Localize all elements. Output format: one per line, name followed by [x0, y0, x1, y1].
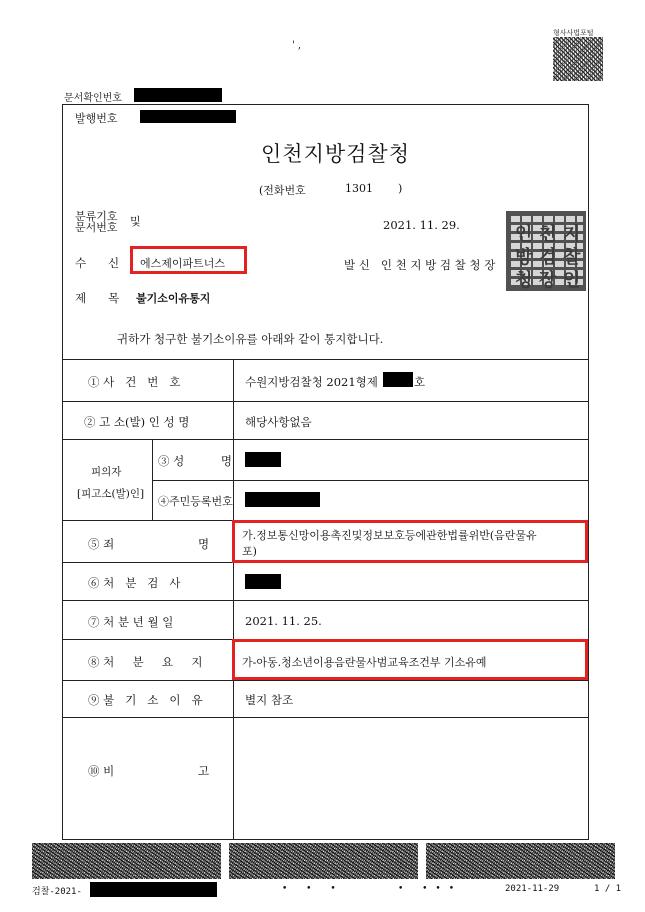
official-seal: [506, 211, 586, 291]
doc-confirm-label: 문서확인번호: [64, 93, 122, 104]
seal-char: 천: [539, 224, 557, 245]
footer-dots: • • • • •••: [282, 884, 463, 894]
charge-value-line-2: 포): [242, 545, 257, 558]
class-label-1: 분류기호: [75, 210, 118, 223]
footer-doc-prefix: 검찰-2021-: [32, 887, 82, 897]
row-line: [62, 600, 589, 601]
document-date: 2021. 11. 29.: [383, 218, 460, 232]
seal-char: 검: [539, 247, 557, 268]
disposal-summary-highlight-box: [232, 639, 588, 680]
class-label-2: 문서번호: [75, 221, 118, 234]
complainant-value: 해당사항없음: [245, 415, 312, 429]
charge-label-tail: 명: [198, 537, 210, 551]
subject-value: 불기소이유통지: [136, 292, 211, 305]
row-line: [62, 401, 589, 402]
prosecutor-label: ⑥ 처 분 검 사: [88, 576, 181, 590]
issue-number-redacted: [140, 110, 236, 123]
prosecutor-redacted: [245, 574, 281, 589]
issue-no-label: 발행번호: [75, 112, 118, 125]
recipient-label: 수 신: [75, 256, 120, 270]
column-divider-inner: [152, 439, 153, 520]
charge-highlight-box: [232, 520, 588, 563]
disposal-summary-label: ⑧ 처 분 요 지: [88, 655, 203, 669]
row-line: [62, 717, 589, 718]
seal-char: 방: [515, 247, 533, 268]
subject-label: 제 목: [75, 291, 120, 305]
phone-close: ): [398, 182, 403, 195]
footer-page: 1 / 1: [594, 884, 622, 894]
remarks-label-tail: 고: [198, 764, 210, 778]
disposal-date-label: ⑦ 처 분 년 월 일: [88, 615, 174, 629]
sender: 발 신 인 천 지 방 검 찰 청 장: [344, 258, 496, 272]
row-line-inner: [152, 480, 233, 481]
and-label: 및: [130, 215, 141, 228]
disposal-date-value: 2021. 11. 25.: [245, 614, 322, 628]
intro-text: 귀하가 청구한 불기소이유를 아래와 같이 통지합니다.: [117, 332, 384, 346]
table-top-line: [62, 359, 589, 360]
recipient-highlight-box: [130, 246, 247, 274]
footer-barcode-3: [426, 843, 615, 879]
footer-date: 2021-11-29: [505, 884, 560, 894]
charge-value-line-1: 가.정보통신망이용촉진및정보보호등에관한법률위반(음란물유: [242, 529, 537, 542]
reason-value: 별지 참조: [245, 693, 294, 707]
seal-char: 장: [539, 270, 557, 291]
phone-number: 1301: [345, 182, 373, 195]
seal-char: 청: [515, 270, 533, 291]
column-divider: [233, 359, 234, 840]
row-line-inner: [233, 480, 589, 481]
recipient-value: 에스제이파트너스: [140, 257, 226, 270]
name-label: ③ 성 명: [158, 454, 232, 468]
page-title: 인천지방검찰청: [261, 142, 411, 166]
seal-char: 지: [563, 224, 581, 245]
case-no-suffix: 호: [414, 375, 426, 389]
footer-doc-no-redacted: [90, 882, 217, 897]
remarks-label: ⑩ 비: [88, 764, 115, 778]
case-no-prefix: 수원지방검찰청 2021형제: [245, 375, 378, 389]
resident-no-redacted: [245, 492, 320, 507]
doc-confirm-number-redacted: [134, 88, 222, 102]
case-no-label: ① 사 건 번 호: [88, 375, 181, 389]
disposal-summary-value: 가-아동.청소년이용음란물사범교육조건부 기소유예: [242, 656, 487, 669]
row-line: [62, 680, 589, 681]
phone-label: (전화번호: [259, 184, 306, 197]
qr-code: [553, 37, 603, 81]
name-redacted: [245, 452, 281, 467]
resident-no-label: ④주민등록번호: [158, 495, 233, 508]
charge-label: ⑤ 죄: [88, 537, 115, 551]
seal-char: 찰: [563, 247, 581, 268]
case-no-redacted: [383, 372, 413, 387]
footer-barcode-1: [32, 843, 221, 879]
seal-char: 인: [515, 224, 533, 245]
suspect-sub-label: [피고소(발)인]: [77, 488, 145, 500]
suspect-label: 피의자: [91, 466, 122, 478]
complainant-label: ② 고 소(발) 인 성 명: [84, 415, 190, 429]
qr-caption: 형사사법포털: [553, 29, 594, 37]
footer-barcode-2: [229, 843, 418, 879]
reason-label: ⑨ 불 기 소 이 유: [88, 693, 203, 707]
seal-char: 인: [563, 270, 581, 291]
scan-marks: ' ,: [292, 40, 302, 51]
row-line: [62, 439, 589, 440]
